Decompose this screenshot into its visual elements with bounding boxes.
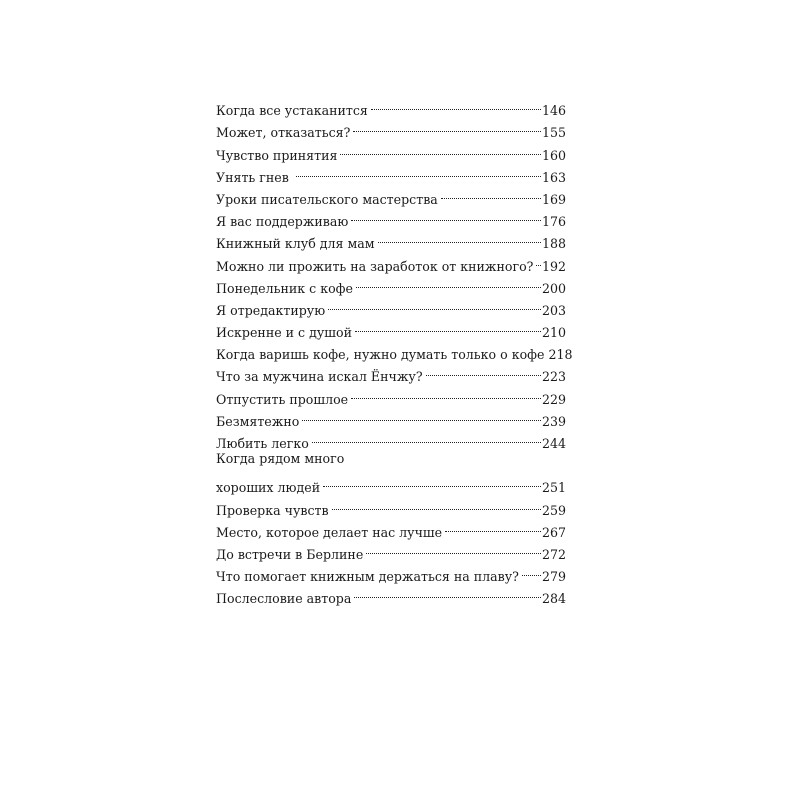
toc-entry [216, 204, 566, 230]
toc-entry-page: 200 [541, 280, 566, 296]
toc-entry [216, 381, 566, 407]
toc-entry-page: 251 [541, 480, 566, 496]
toc-entry [216, 537, 566, 562]
toc-entry-title: Отпустить прошлое [216, 391, 349, 407]
dot-leader [371, 93, 541, 115]
toc-entry-title: Книжный клуб для мам [216, 236, 375, 252]
toc-entry-title: Можно ли прожить на заработок от книжного? [216, 258, 534, 274]
toc-entry-page: 284 [541, 591, 566, 607]
dot-leader [332, 492, 541, 514]
toc-entry [216, 492, 566, 518]
toc-entry-title: Любить легко [216, 436, 309, 451]
toc-entry-title: Когда все устаканится [216, 103, 368, 119]
toc-entry-page: 155 [541, 125, 566, 141]
toc-entry-title: Унять гнев [216, 169, 293, 185]
toc-entry-title: Безмятежно [216, 413, 300, 429]
dot-leader [312, 426, 541, 448]
toc-entry [216, 271, 566, 296]
toc-entry-title: Уроки писательского мастерства [216, 191, 438, 207]
toc-entry-page: 169 [541, 191, 566, 207]
dot-leader [296, 160, 541, 182]
toc-entry-page: 229 [541, 391, 566, 407]
dot-leader [340, 137, 541, 159]
toc-entry [216, 93, 566, 119]
toc-entry-title: Что за мужчина искал Ёнчжу? [216, 369, 423, 385]
toc-entry [216, 226, 566, 252]
dot-leader [536, 248, 541, 270]
toc-entry-title: Может, отказаться? [216, 125, 351, 141]
dot-leader [441, 182, 541, 204]
toc-entry [216, 137, 566, 163]
toc-entry-page: 218 [548, 347, 573, 363]
dot-leader [356, 271, 541, 293]
toc-entry-page: 192 [541, 258, 566, 274]
dot-leader [328, 293, 541, 315]
toc-entry-title: Я отредактирую [216, 302, 326, 318]
toc-entry [216, 248, 566, 274]
toc-entry-title: Когда варишь кофе, нужно думать только о кофе [216, 347, 545, 363]
table-of-contents [216, 93, 573, 607]
dot-leader [366, 537, 541, 559]
toc-entry-title-line1: Когда рядом много [216, 451, 345, 466]
toc-entry [216, 448, 566, 496]
toc-entry-title: До встречи в Берлине [216, 546, 364, 562]
dot-leader [351, 204, 541, 226]
toc-entry-page: 223 [541, 369, 566, 385]
toc-entry-page: 176 [541, 214, 566, 230]
toc-entry-page: 272 [541, 546, 566, 562]
toc-entry-title: Я вас поддерживаю [216, 214, 349, 230]
toc-entry-page: 188 [541, 236, 566, 252]
dot-leader [378, 226, 541, 248]
toc-entry [216, 515, 566, 540]
toc-entry [216, 404, 566, 429]
dot-leader [351, 381, 541, 403]
toc-entry [216, 115, 566, 141]
toc-entry-page: 146 [541, 103, 566, 119]
toc-entry-page: 279 [541, 569, 566, 585]
dot-leader [355, 315, 541, 337]
dot-leader [522, 559, 541, 581]
dot-leader [302, 404, 541, 426]
toc-entry-title: Чувство принятия [216, 147, 338, 163]
toc-entry [216, 581, 566, 607]
toc-entry-page: 160 [541, 147, 566, 163]
toc-entry [216, 426, 566, 451]
toc-entry-page: 267 [541, 524, 566, 540]
toc-entry-title: хороших людей [216, 480, 321, 496]
dot-leader [323, 470, 541, 492]
toc-entry-title: Искренне и с душой [216, 325, 352, 341]
toc-entry [216, 182, 566, 207]
toc-entry-page: 203 [541, 302, 566, 318]
toc-entry [216, 559, 566, 585]
dot-leader [354, 581, 541, 603]
toc-entry [216, 359, 566, 385]
toc-entry-page: 163 [541, 169, 566, 185]
toc-entry-title: Место, которое делает нас лучше [216, 524, 443, 540]
toc-entry-page: 239 [541, 413, 566, 429]
dot-leader [353, 115, 541, 137]
toc-entry [216, 315, 566, 341]
toc-entry-title: Понедельник с кофе [216, 280, 353, 296]
toc-entry-page: 244 [541, 436, 566, 451]
toc-entry-title: Проверка чувств [216, 502, 329, 518]
toc-entry-title: Что помогает книжным держаться на плаву? [216, 569, 519, 585]
toc-entry-page: 259 [541, 502, 566, 518]
dot-leader [445, 515, 541, 537]
toc-entry [216, 160, 566, 185]
toc-entry-title: Послесловие автора [216, 591, 352, 607]
toc-entry [216, 337, 573, 363]
toc-entry-page: 210 [541, 325, 566, 341]
dot-leader [426, 359, 541, 381]
toc-entry [216, 293, 566, 318]
